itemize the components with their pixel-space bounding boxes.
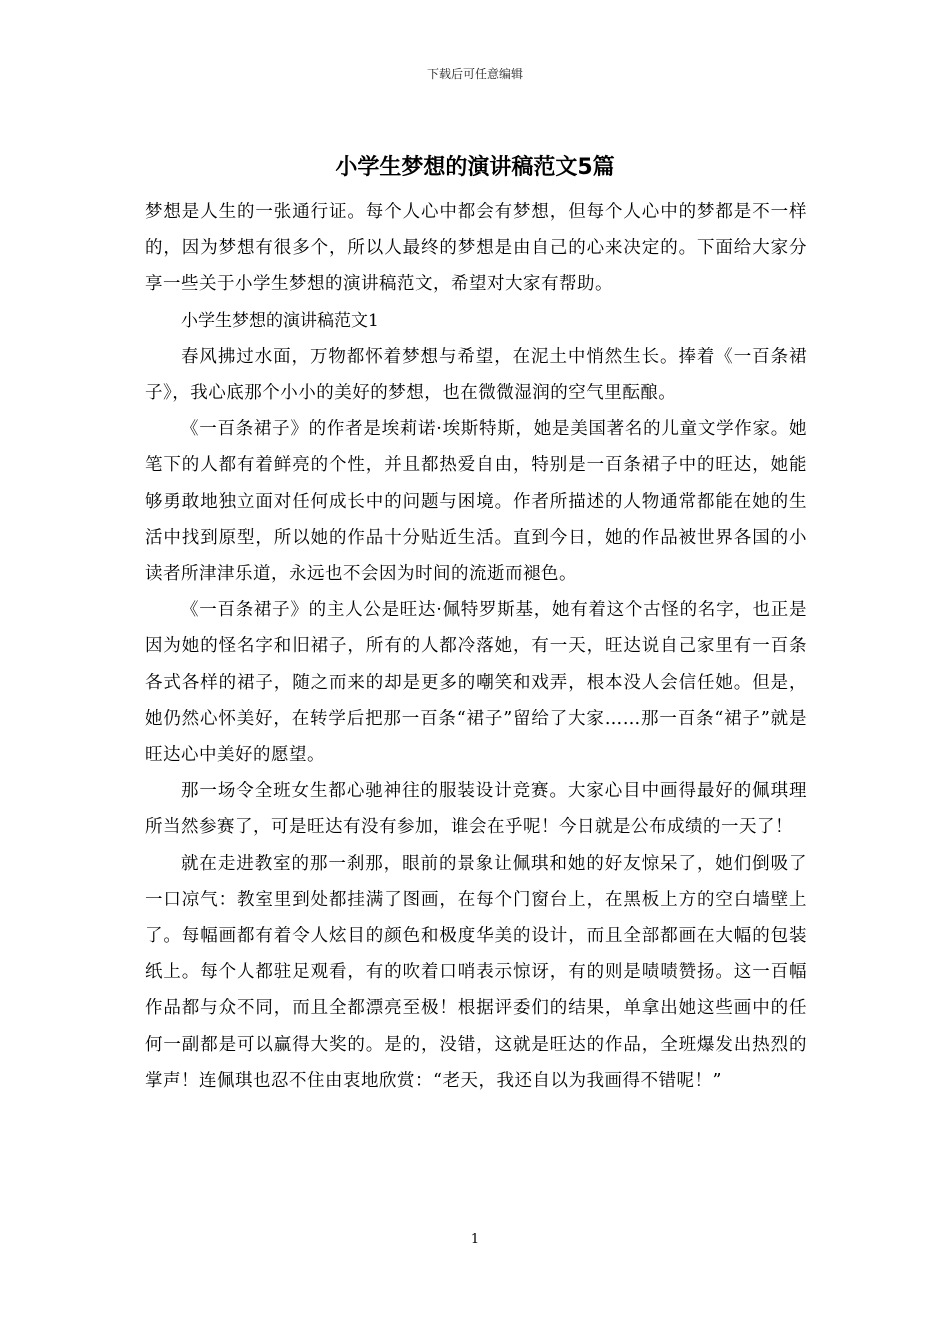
page-header-note: 下载后可任意编辑 (426, 67, 523, 81)
body-paragraph-5: 就在走进教室的那一刹那，眼前的景象让佩琪和她的好友惊呆了，她们倒吸了一口凉气：教室里到处都挂满了图画，在每个门窗台上，在黑板上方的空白墙壁上了。每幅画都有着令人炫目的颜色和极度华美的设计，而且全部都画在大幅的包装纸上。每个人都驻足观看，有的吹着口哨表示惊讶，有的则是啧啧赞扬。这一百幅作品都与众不同，而且全都漂亮至极！根据评委们的结果，单拿出她这些画中的任何一副都是可以赢得大奖的。是的，没错，这就是旺达的作品，全班爆发出热烈的掌声！连佩琪也忍不住由衷地欣赏：“老天，我还自以为我画得不错呢！” (145, 853, 807, 1091)
page-number: 1 (470, 1232, 480, 1247)
document-body (145, 194, 807, 1099)
intro-paragraph: 梦想是人生的一张通行证。每个人心中都会有梦想，但每个人心中的梦都是不一样的，因为梦想有很多个，所以人最终的梦想是由自己的心来决定的。下面给大家分享一些关于小学生梦想的演讲稿范文，希望对大家有帮助。 (145, 202, 807, 295)
body-paragraph-3: 《一百条裙子》的主人公是旺达·佩特罗斯基，她有着这个古怪的名字，也正是因为她的怪名字和旧裙子，所有的人都冷落她，有一天，旺达说自己家里有一百条各式各样的裙子，随之而来的却是更多的嘲笑和戏弄，根本没人会信任她。但是，她仍然心怀美好，在转学后把那一百条“裙子”留给了大家……那一百条“裙子”就是旺达心中美好的愿望。 (145, 600, 807, 766)
section-title: 小学生梦想的演讲稿范文1 (181, 310, 379, 331)
document-title: 小学生梦想的演讲稿范文5篇 (335, 155, 615, 180)
body-paragraph-2: 《一百条裙子》的作者是埃莉诺·埃斯特斯，她是美国著名的儿童文学作家。她笔下的人都有着鲜亮的个性，并且都热爱自由，特别是一百条裙子中的旺达，她能够勇敢地独立面对任何成长中的问题与困境。作者所描述的人物通常都能在她的生活中找到原型，所以她的作品十分贴近生活。直到今日，她的作品被世界各国的小读者所津津乐道，永远也不会因为时间的流逝而褪色。 (145, 419, 807, 585)
body-paragraph-1: 春风拂过水面，万物都怀着梦想与希望，在泥土中悄然生长。捧着《一百条裙子》，我心底那个小小的美好的梦想，也在微微湿润的空气里酝酿。 (145, 346, 807, 404)
body-paragraph-4: 那一场令全班女生都心驰神往的服装设计竞赛。大家心目中画得最好的佩琪理所当然参赛了，可是旺达有没有参加，谁会在乎呢！今日就是公布成绩的一天了！ (145, 781, 807, 838)
